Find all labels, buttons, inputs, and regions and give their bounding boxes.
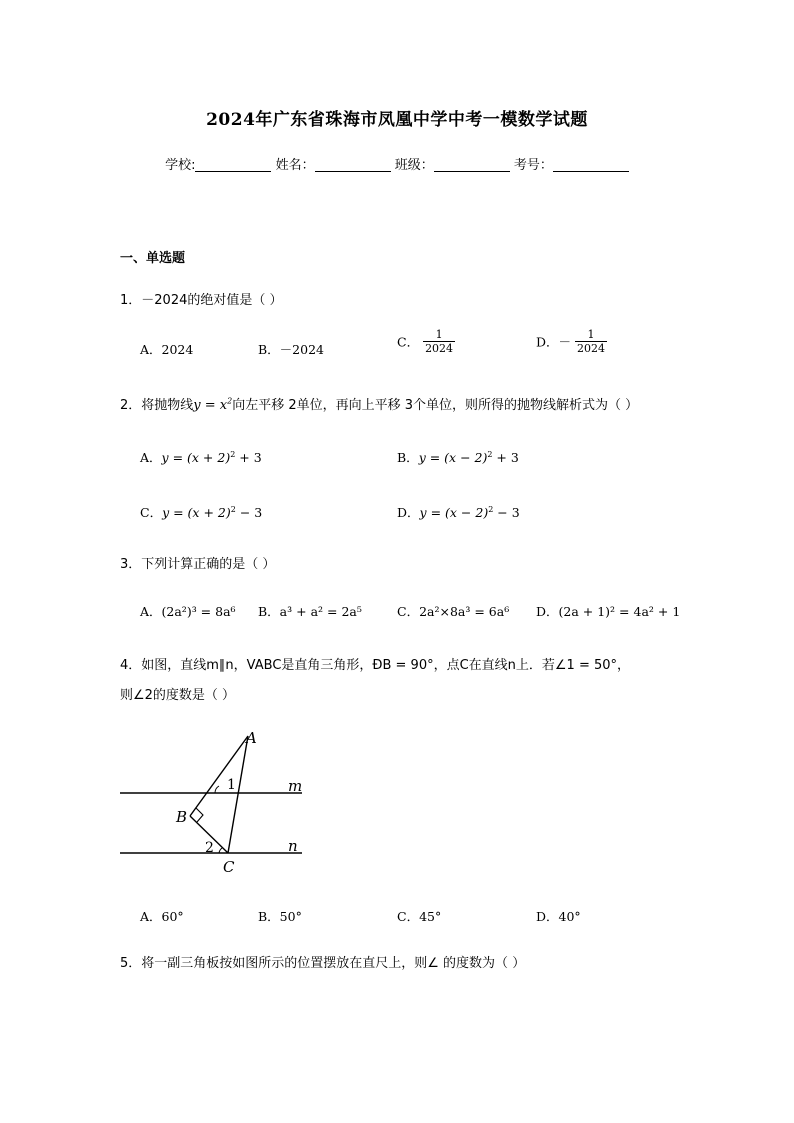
q2-stem-pre: 2．将抛物线 [120, 398, 194, 413]
fraction-numerator: 1 [435, 328, 443, 341]
q4-option-d: D．40° [536, 909, 581, 924]
class-blank[interactable] [434, 157, 510, 172]
label-n: n [288, 837, 298, 855]
fraction-denominator: 2024 [425, 342, 454, 355]
class-label: 班级： [394, 158, 434, 173]
angle-2-arc [219, 848, 222, 853]
section-heading: 一、单选题 [120, 251, 186, 266]
q1-option-d-fraction [575, 328, 607, 355]
q1-option-a: A．2024 [140, 342, 194, 357]
q1-option-b: B．－2024 [258, 342, 324, 357]
q2-stem-expression: y = x [193, 398, 228, 413]
angle-1-arc [215, 786, 219, 793]
q4-option-a: A．60° [140, 909, 184, 924]
question-4-stem-line2: 则∠2的度数是（ ） [120, 688, 236, 703]
label-b: B [176, 808, 188, 826]
school-label: 学校: [165, 158, 196, 173]
question-3-stem: 3．下列计算正确的是（ ） [120, 557, 276, 572]
option-label: A． [140, 450, 162, 465]
q2-stem-exponent: 2 [227, 396, 233, 406]
question-2-stem [120, 394, 638, 413]
q3-option-b: B．a³ + a² = 2a⁵ [258, 604, 362, 619]
q2-option-d: D．$y = (x - 2)^2 - 3$ [397, 504, 520, 520]
question-1-stem: 1．－2024的绝对值是（ ） [120, 293, 283, 308]
q1-option-c-label: C． [397, 334, 420, 350]
fraction-denominator: 2024 [577, 342, 606, 355]
option-expression-tail: − 3 [493, 505, 520, 520]
option-expression-tail: + 3 [235, 450, 262, 465]
label-angle-1: 1 [227, 777, 236, 793]
name-label: 姓名： [275, 158, 315, 173]
student-info-line [0, 154, 794, 173]
option-label: C． [140, 505, 163, 520]
question-5-stem: 5．将一副三角板按如图所示的位置摆放在直尺上，则∠ 的度数为（ ） [120, 956, 526, 971]
q2-option-c: C．$y = (x + 2)^2 - 3$ [140, 504, 263, 520]
option-expression: y = (x + 2) [162, 505, 231, 520]
q2-option-b: B．$y = (x - 2)^2 + 3$ [397, 449, 519, 465]
label-a: A [246, 729, 257, 747]
q1-option-c [397, 328, 455, 355]
q2-stem-post: 向左平移 2单位，再向上平移 3个单位，则所得的抛物线解析式为（ ） [232, 398, 639, 413]
side-ab [190, 736, 248, 816]
option-expression-tail: − 3 [235, 505, 263, 520]
exam-no-label: 考号： [513, 158, 553, 173]
exam-no-blank[interactable] [553, 157, 629, 172]
option-expression: y = (x + 2) [161, 450, 231, 465]
page-title: 2024年广东省珠海市凤凰中学中考一模数学试题 [206, 110, 588, 130]
q4-option-b: B．50° [258, 909, 302, 924]
q1-option-d-label: D．－ [536, 334, 572, 350]
option-label: D． [397, 505, 420, 520]
label-m: m [288, 777, 303, 795]
q4-geometry-figure [115, 722, 315, 882]
option-label: B． [397, 450, 419, 465]
q1-option-d [536, 328, 607, 355]
option-expression: y = (x − 2) [418, 450, 488, 465]
q3-option-a: A．(2a²)³ = 8a⁶ [140, 604, 236, 619]
q4-option-c: C．45° [397, 909, 442, 924]
q2-option-a: A．$y = (x + 2)^2 + 3$ [140, 449, 262, 465]
option-expression-tail: + 3 [492, 450, 519, 465]
q1-option-c-fraction [423, 328, 455, 355]
side-ac [228, 736, 248, 853]
right-angle-mark [196, 808, 203, 822]
q3-option-c: C．2a²×8a³ = 6a⁶ [397, 604, 510, 619]
school-blank[interactable] [195, 157, 271, 172]
label-c: C [223, 858, 235, 876]
name-blank[interactable] [315, 157, 391, 172]
label-angle-2: 2 [205, 840, 214, 856]
option-expression: y = (x − 2) [419, 505, 489, 520]
q3-option-d: D．(2a + 1)² = 4a² + 1 [536, 604, 681, 619]
fraction-numerator: 1 [587, 328, 595, 341]
question-4-stem-line1: 4．如图，直线m∥n，VABC是直角三角形，ÐB = 90°，点C在直线n上．若∠1 = 50°， [120, 658, 631, 673]
